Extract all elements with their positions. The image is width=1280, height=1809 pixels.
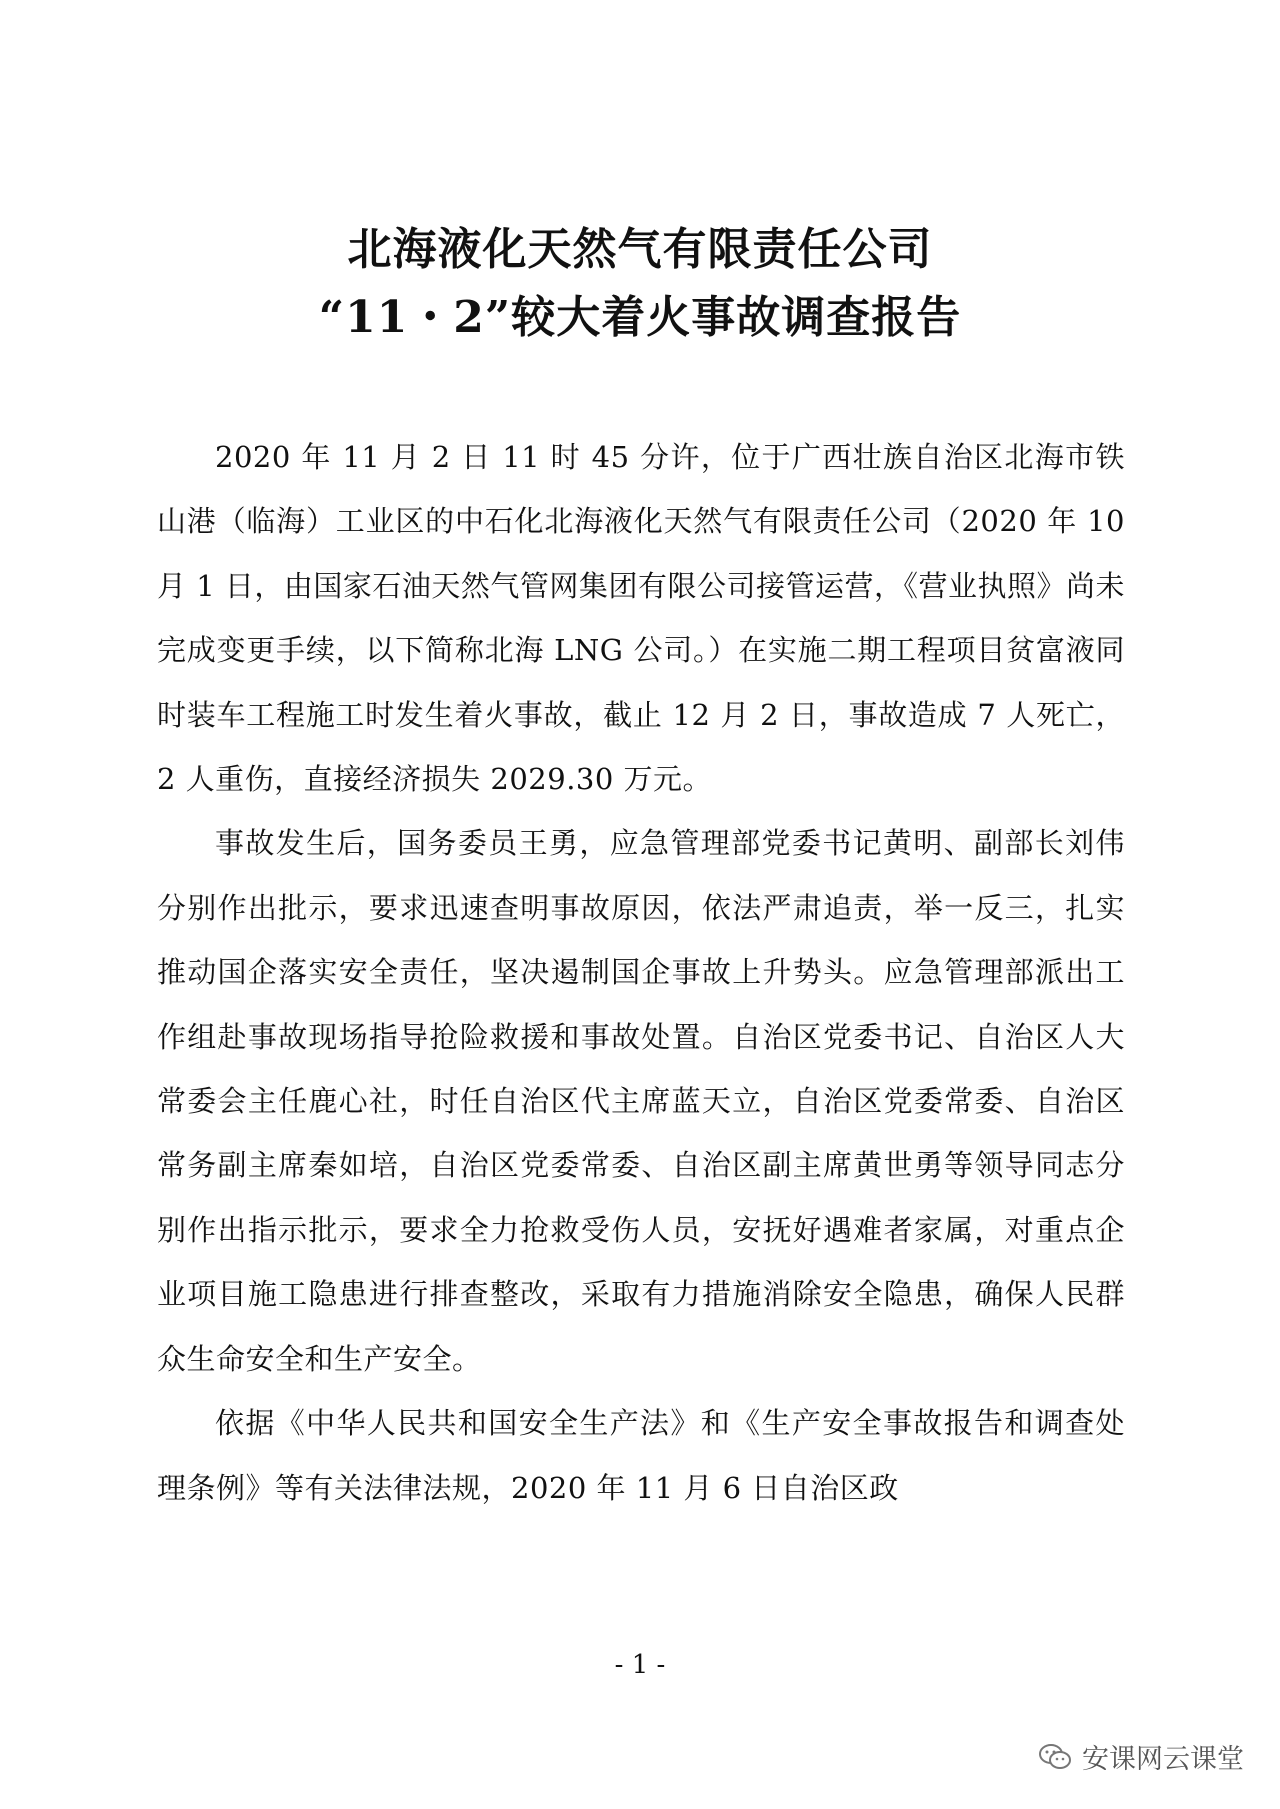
- paragraph-2: 事故发生后，国务委员王勇，应急管理部党委书记黄明、副部长刘伟分别作出批示，要求迅速查明事故原因，依法严肃追责，举一反三，扎实推动国企落实安全责任，坚决遏制国企事故上升势头。应急管理部派出工作组赴事故现场指导抢险救援和事故处置。自治区党委书记、自治区人大常委会主任鹿心社，时任自治区代主席蓝天立，自治区党委常委、自治区常务副主席秦如培，自治区党委常委、自治区副主席黄世勇等领导同志分别作出指示批示，要求全力抢救受伤人员，安抚好遇难者家属，对重点企业项目施工隐患进行排查整改，采取有力措施消除安全隐患，确保人民群众生命安全和生产安全。: [157, 826, 1125, 1376]
- watermark: [1038, 1737, 1244, 1776]
- wechat-icon: [1038, 1742, 1072, 1772]
- report-title-line-1: 北海液化天然气有限责任公司: [347, 224, 933, 275]
- paragraph-1: 2020 年 11 月 2 日 11 时 45 分许，位于广西壮族自治区北海市铁山港（临海）工业区的中石化北海液化天然气有限责任公司（2020 年 10 月 1 日，由国家石油天然气管网集团有限公司接管运营，《营业执照》尚未完成变更手续，以下简称北海 LNG 公司。）在实施二期工程项目贫富液同时装车工程施工时发生着火事故，截止 12 月 2 日，事故造成 7 人死亡，2 人重伤，直接经济损失 2029.30 万元。: [157, 440, 1125, 797]
- page-number: - 1 -: [614, 1650, 666, 1680]
- watermark-text: 安课网云课堂: [1082, 1744, 1244, 1775]
- report-title-line-2: “11・2”较大着火事故调查报告: [318, 292, 962, 343]
- report-body: [157, 425, 1125, 1520]
- paragraph-3: 依据《中华人民共和国安全生产法》和《生产安全事故报告和调查处理条例》等有关法律法规，2020 年 11 月 6 日自治区政: [157, 1406, 1125, 1505]
